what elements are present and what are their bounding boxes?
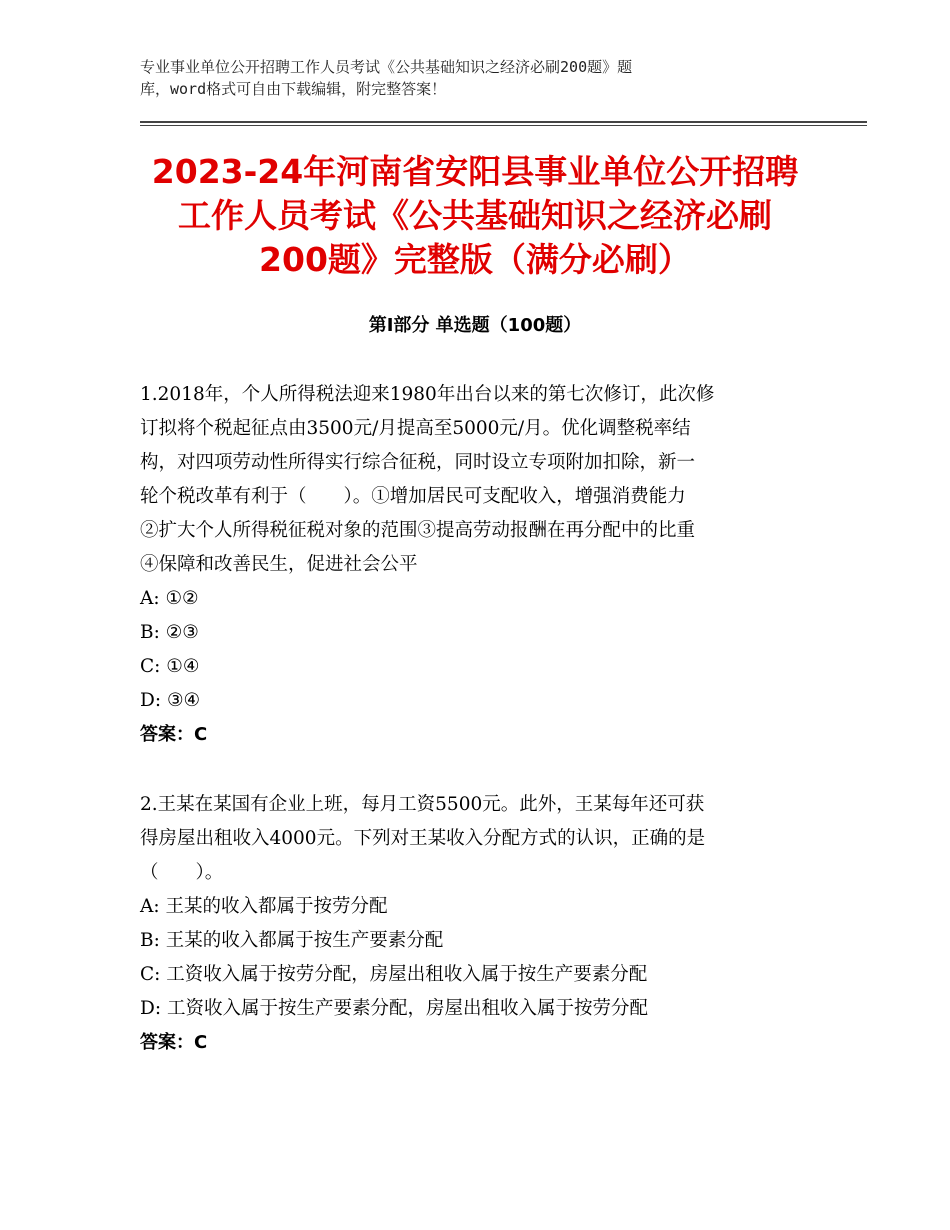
option-b: B: 王某的收入都属于按生产要素分配	[140, 930, 444, 951]
title-line-3: 200题》完整版（满分必刷）	[259, 240, 691, 279]
title-line-1: 2023-24年河南省安阳县事业单位公开招聘	[151, 152, 799, 191]
option-d: D: 工资收入属于按生产要素分配，房屋出租收入属于按劳分配	[140, 998, 648, 1019]
stem-line: 订拟将个税起征点由3500元/月提高至5000元/月。优化调整税率结	[140, 418, 691, 439]
header-note	[140, 56, 790, 100]
option-c: C: ①④	[140, 656, 200, 677]
question-stem	[140, 788, 810, 890]
option-b: B: ②③	[140, 622, 199, 643]
option-c: C: 工资收入属于按劳分配，房屋出租收入属于按生产要素分配	[140, 964, 648, 985]
stem-line: ②扩大个人所得税征税对象的范围③提高劳动报酬在再分配中的比重	[140, 520, 696, 541]
header-note-line-2: 库，word格式可自由下载编辑，附完整答案！	[140, 80, 447, 98]
option-d: D: ③④	[140, 690, 201, 711]
title-line-2: 工作人员考试《公共基础知识之经济必刷	[178, 196, 772, 235]
stem-line: ④保障和改善民生，促进社会公平	[140, 554, 418, 575]
stem-line: （ ）。	[140, 862, 224, 883]
header-divider-thick	[140, 121, 867, 123]
question-2	[140, 788, 810, 1060]
answer: 答案：C	[140, 1032, 208, 1053]
stem-line: 构，对四项劳动性所得实行综合征税，同时设立专项附加扣除，新一	[140, 452, 696, 473]
option-a: A: 王某的收入都属于按劳分配	[140, 896, 388, 917]
stem-line: 轮个税改革有利于（ ）。①增加居民可支配收入，增强消费能力	[140, 486, 686, 507]
stem-line: 得房屋出租收入4000元。下列对王某收入分配方式的认识，正确的是	[140, 828, 706, 849]
question-stem	[140, 378, 810, 582]
stem-line: 1.2018年，个人所得税法迎来1980年出台以来的第七次修订，此次修	[140, 384, 715, 405]
header-divider-thin	[140, 125, 867, 126]
header-note-line-1: 专业事业单位公开招聘工作人员考试《公共基础知识之经济必刷200题》题	[140, 58, 633, 76]
document-title	[120, 150, 830, 282]
question-1	[140, 378, 810, 752]
option-a: A: ①②	[140, 588, 199, 609]
section-heading: 第Ⅰ部分 单选题（100题）	[368, 315, 582, 336]
answer: 答案：C	[140, 724, 208, 745]
stem-line: 2.王某在某国有企业上班，每月工资5500元。此外，王某每年还可获	[140, 794, 705, 815]
